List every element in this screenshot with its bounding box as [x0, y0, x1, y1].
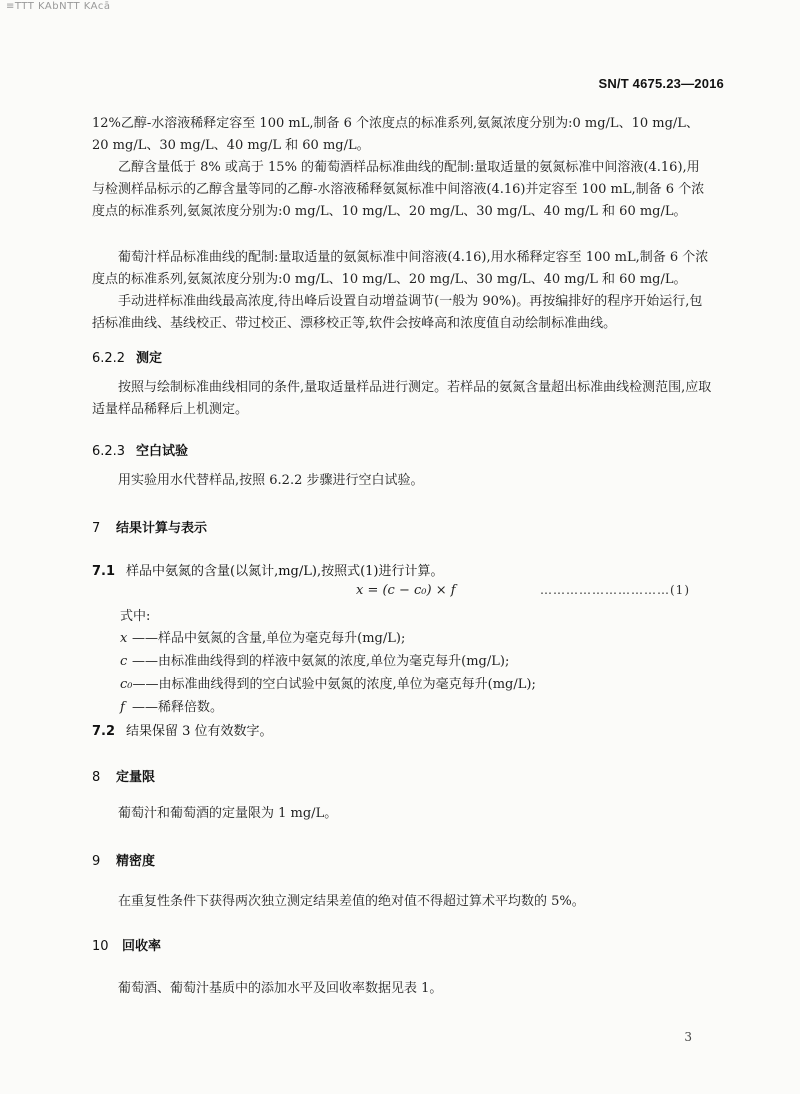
section-7-1-line: [92, 560, 444, 579]
section-number: 7.2: [92, 724, 116, 739]
var-symbol: x: [120, 631, 128, 646]
section-6-2-3-body: 用实验用水代替样品,按照 6.2.2 步骤进行空白试验。: [118, 473, 424, 488]
var-symbol: c: [120, 654, 128, 669]
section-8-heading: [92, 766, 155, 785]
section-number: 7: [92, 521, 101, 536]
scan-header-text: ≡TTT KAbNTT KAcā: [6, 1, 111, 12]
section-title: 测定: [136, 351, 163, 366]
section-number: 9: [92, 854, 101, 869]
var-desc: ——稀释倍数。: [132, 700, 224, 715]
page-number: 3: [684, 1030, 692, 1044]
formula-var-f: [120, 696, 223, 715]
paragraph-dilution-12pct: 12%乙醇-水溶液稀释定容至 100 mL,制备 6 个浓度点的标准系列,氨氮浓度分别为:0 mg/L、10 mg/L、20 mg/L、30 mg/L、40 mg/L 和 60 mg/L。: [92, 116, 699, 153]
formula-var-x: [120, 627, 405, 646]
formula-where-label: 式中:: [120, 609, 151, 624]
section-number: 8: [92, 770, 101, 785]
section-title: 空白试验: [136, 444, 189, 459]
section-10-heading: [92, 935, 161, 954]
section-7-2-body: 结果保留 3 位有效数字。: [126, 724, 273, 739]
standard-number: SN/T 4675.23—2016: [598, 76, 724, 91]
section-number: 6.2.2: [92, 351, 126, 366]
section-9-body: 在重复性条件下获得两次独立测定结果差值的绝对值不得超过算术平均数的 5%。: [118, 894, 585, 909]
paragraph-juice-curve: 葡萄汁样品标准曲线的配制:量取适量的氨氮标准中间溶液(4.16),用水稀释定容至 100 mL,制备 6 个浓度点的标准系列,氨氮浓度分别为:0 mg/L、10 mg/L、20 mg/L、30 mg/L、40 mg/L 和 60 mg/L。: [92, 250, 709, 287]
section-title: 精密度: [116, 854, 156, 869]
section-8-body: 葡萄汁和葡萄酒的定量限为 1 mg/L。: [118, 806, 338, 821]
var-desc: ——样品中氨氮的含量,单位为毫克每升(mg/L);: [132, 631, 406, 646]
section-title: 回收率: [122, 939, 162, 954]
section-title: 定量限: [116, 770, 156, 785]
var-desc: ——由标准曲线得到的样液中氨氮的浓度,单位为毫克每升(mg/L);: [132, 654, 510, 669]
section-number: 10: [92, 939, 109, 954]
paragraph-ethanol-curve: 乙醇含量低于 8% 或高于 15% 的葡萄酒样品标准曲线的配制:量取适量的氨氮标准中间溶液(4.16),用与检测样品标示的乙醇含量等同的乙醇-水溶液稀释氨氮标准中间溶液(4.16)并定容至 100 mL,制备 6 个浓度点的标准系列,氨氮浓度分别为:0 mg/L、10 mg/L、20 mg/L、30 mg/L、40 mg/L 和 60 mg/L。: [92, 160, 705, 219]
var-symbol: c₀: [120, 677, 133, 692]
paragraph-manual-injection: 手动进样标准曲线最高浓度,待出峰后设置自动增益调节(一般为 90%)。再按编排好的程序开始运行,包括标准曲线、基线校正、带过校正、漂移校正等,软件会按峰高和浓度值自动绘制标准曲线。: [92, 294, 703, 331]
formula-1: x = (c − c₀) × f: [356, 583, 456, 598]
section-6-2-2-body: 按照与绘制标准曲线相同的条件,量取适量样品进行测定。若样品的氨氮含量超出标准曲线检测范围,应取适量样品稀释后上机测定。: [92, 380, 712, 417]
section-9-heading: [92, 850, 155, 869]
section-number: 7.1: [92, 564, 116, 579]
var-desc: ——由标准曲线得到的空白试验中氨氮的浓度,单位为毫克每升(mg/L);: [132, 677, 536, 692]
section-7-2-line: [92, 720, 273, 739]
section-6-2-2-heading: [92, 347, 162, 366]
formula-var-c0: [120, 673, 536, 692]
var-symbol: f: [120, 700, 125, 715]
section-6-2-3-heading: [92, 440, 188, 459]
formula-var-c: [120, 650, 509, 669]
section-10-body: 葡萄酒、葡萄汁基质中的添加水平及回收率数据见表 1。: [118, 981, 443, 996]
section-7-heading: [92, 517, 207, 536]
section-7-1-body: 样品中氨氮的含量(以氮计,mg/L),按照式(1)进行计算。: [126, 564, 444, 579]
section-title: 结果计算与表示: [116, 521, 208, 536]
formula-number: …………………………(1): [540, 583, 690, 597]
section-number: 6.2.3: [92, 444, 126, 459]
